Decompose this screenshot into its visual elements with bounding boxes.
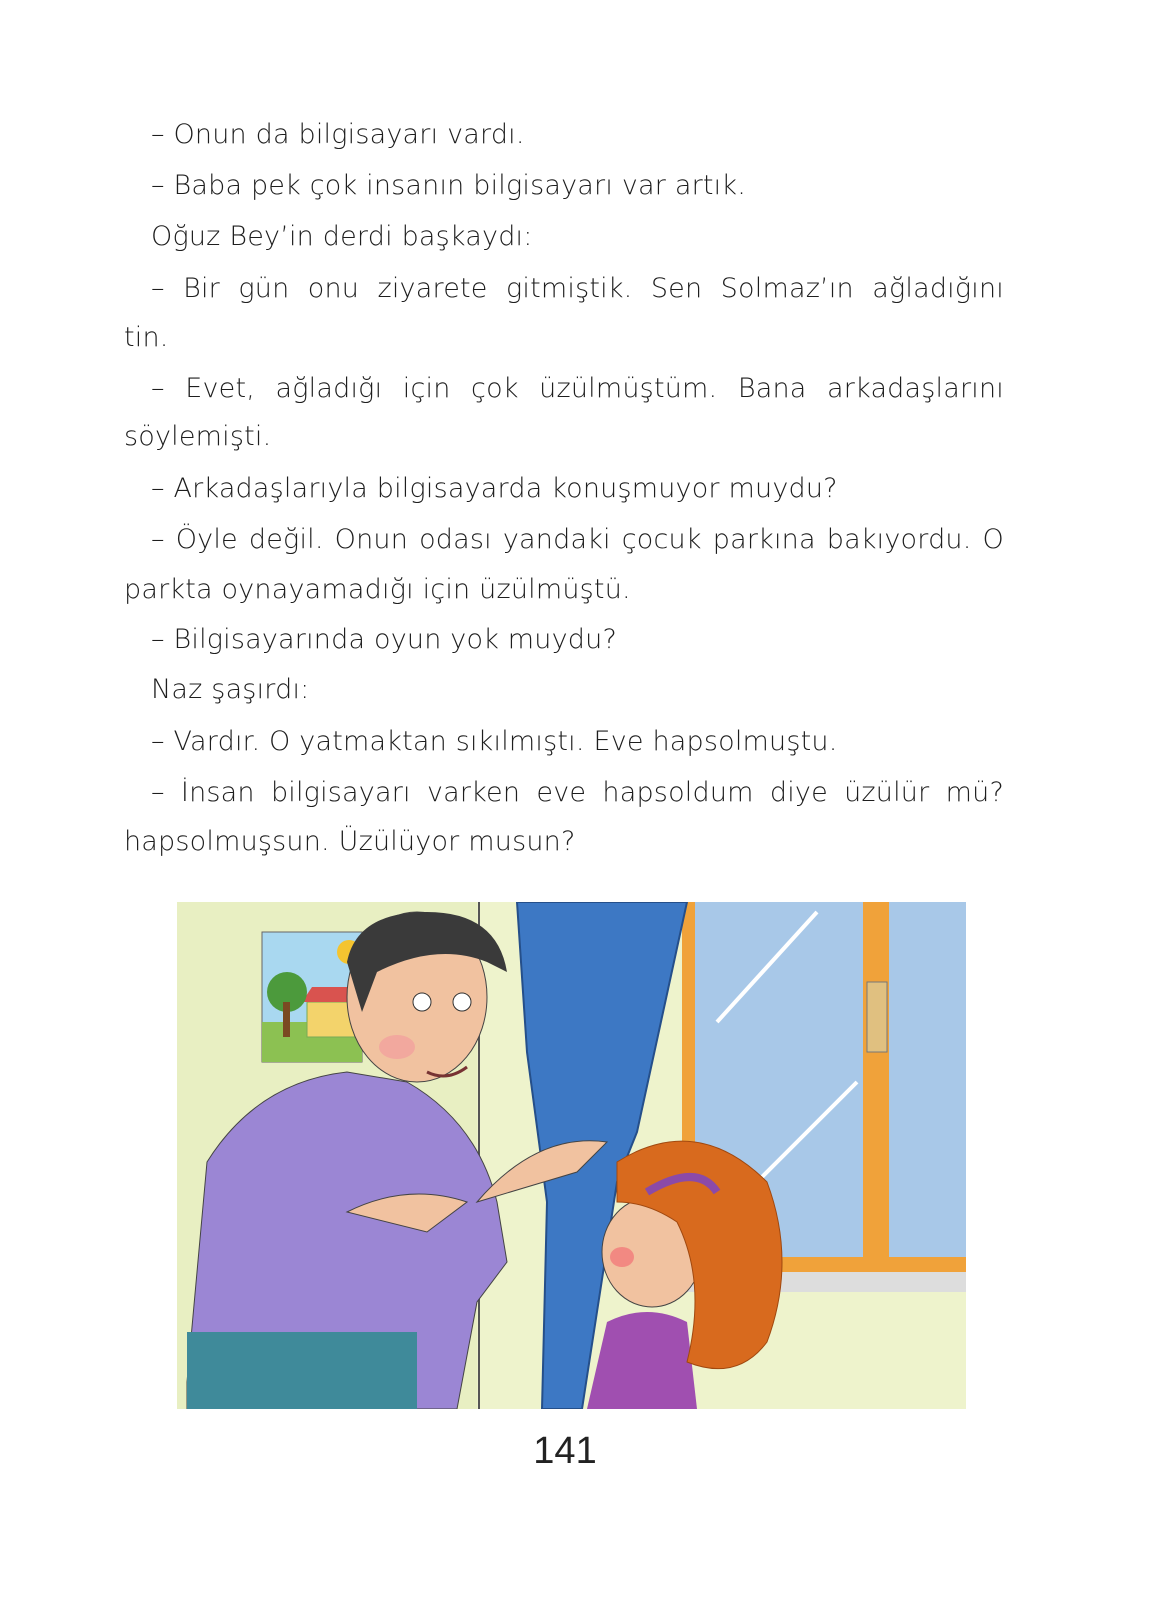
text-line: – Onun da bilgisayarı vardı. [151, 119, 525, 150]
text-line: – İnsan bilgisayarı varken eve hapsoldum diye üzülür mü? [151, 777, 1004, 808]
text-line: söylemişti. [124, 421, 272, 452]
text-line: Oğuz Bey’in derdi başkaydı: [151, 221, 533, 252]
text-line: – Baba pek çok insanın bilgisayarı var artık. [151, 170, 746, 201]
text-line: – Evet, ağladığı için çok üzülmüştüm. Bana arkadaşlarını [151, 373, 1004, 404]
text-line: hapsolmuşsun. Üzülüyor musun? [124, 826, 576, 857]
text-line: Naz şaşırdı: [151, 674, 310, 705]
illustration-man-and-girl [177, 902, 966, 1409]
text-line: tin. [124, 322, 169, 353]
page-number: 141 [533, 1430, 597, 1472]
text-line: – Bir gün onu ziyarete gitmiştik. Sen Solmaz’ın ağladığını [151, 273, 1004, 304]
text-line: – Bilgisayarında oyun yok muydu? [151, 624, 617, 655]
text-line: parkta oynayamadığı için üzülmüştü. [124, 574, 631, 605]
text-line: – Öyle değil. Onun odası yandaki çocuk parkına bakıyordu. O [151, 524, 1004, 555]
text-line: – Arkadaşlarıyla bilgisayarda konuşmuyor muydu? [151, 473, 838, 504]
text-line: – Vardır. O yatmaktan sıkılmıştı. Eve hapsolmuştu. [151, 726, 838, 757]
